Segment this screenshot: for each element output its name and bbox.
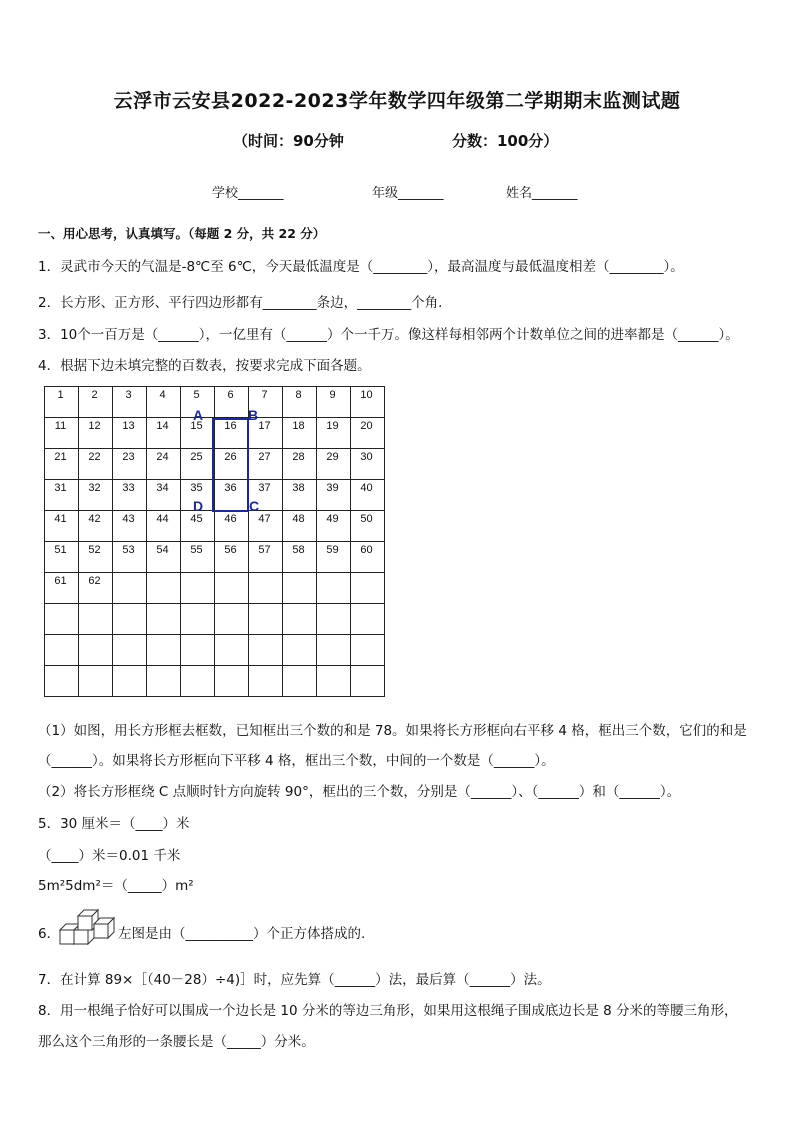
grid-cell [79,387,113,418]
grid-cell [181,511,215,542]
grid-cell [317,511,351,542]
grid-cell [79,573,113,604]
grid-cell-value: 19 [326,420,339,432]
grid-cell-value: 24 [156,451,169,463]
grid-cell [283,573,317,604]
grid-cell-value: 12 [88,420,101,432]
grid-cell [147,511,181,542]
label-c: C [249,498,260,514]
grid-cell [283,418,317,449]
grid-cell [351,511,385,542]
grid-cell [181,573,215,604]
grid-cell-value: 39 [326,482,339,494]
grid-cell-value: 62 [88,575,101,587]
grid-cell [351,449,385,480]
grid-cell-value: 5 [193,389,200,401]
grid-cell-value: 4 [159,389,166,401]
grid-row [45,604,385,635]
exam-time: （时间：90分钟 [233,132,344,150]
grid-cell [79,511,113,542]
grid-cell [283,449,317,480]
section-heading: 一、用心思考，认真填写。（每题 2 分，共 22 分） [38,226,326,241]
grid-cell-value: 28 [292,451,305,463]
grid-cell-value: 32 [88,482,101,494]
grid-cell [79,666,113,697]
grid-cell [147,635,181,666]
exam-score: 分数：100分） [452,132,559,150]
grid-cell [317,542,351,573]
grid-cell [45,418,79,449]
question-5c: 5m²5dm²＝（_____）m² [38,878,194,894]
grid-cell-value: 57 [258,544,271,556]
grid-cell [283,480,317,511]
grid-cell [79,604,113,635]
grid-cell [113,573,147,604]
grid-cell [113,635,147,666]
label-a: A [193,407,204,423]
grid-cell-value: 48 [292,513,305,525]
grid-cell-value: 58 [292,544,305,556]
grid-cell-value: 36 [224,482,237,494]
grid-cell-value: 42 [88,513,101,525]
grid-cell [79,635,113,666]
grid-cell [181,542,215,573]
grid-cell [113,604,147,635]
grid-cell-value: 49 [326,513,339,525]
grid-cell [215,635,249,666]
grid-cell [351,635,385,666]
grid-cell [249,666,283,697]
grid-cell [45,449,79,480]
grid-cell-value: 18 [292,420,305,432]
question-4-1a: （1）如图，用长方形框去框数，已知框出三个数的和是 78。如果将长方形框向右平移 4 格，框出三个数，它们的和是 [38,723,747,739]
grid-cell-value: 53 [122,544,135,556]
grid-cell [45,387,79,418]
grid-cell-value: 43 [122,513,135,525]
grid-cell [215,666,249,697]
grid-cell-value: 1 [57,389,64,401]
grid-cell [215,511,249,542]
grid-cell-value: 7 [261,389,268,401]
grid-cell-value: 17 [258,420,271,432]
grade-field: 年级_______ [372,186,444,201]
grid-cell [351,604,385,635]
grid-cell-value: 26 [224,451,237,463]
grid-cell [351,542,385,573]
grid-row [45,573,385,604]
label-d: D [193,498,204,514]
grid-cell [147,480,181,511]
grid-cell-value: 54 [156,544,169,556]
grid-cell-value: 29 [326,451,339,463]
grid-cell [351,666,385,697]
grid-cell-value: 40 [360,482,373,494]
grid-cell [215,573,249,604]
question-5b: （____）米＝0.01 千米 [38,848,181,864]
grid-cell [79,542,113,573]
grid-cell-value: 16 [224,420,237,432]
grid-cell [317,635,351,666]
grid-cell [215,604,249,635]
grid-cell-value: 13 [122,420,135,432]
grid-cell-value: 21 [54,451,67,463]
grid-cell [147,387,181,418]
grid-cell-value: 51 [54,544,67,556]
grid-cell [283,511,317,542]
grid-cell [113,418,147,449]
grid-cell-value: 22 [88,451,101,463]
grid-cell [79,449,113,480]
grid-cell [45,635,79,666]
grid-row [45,387,385,418]
grid-cell [181,666,215,697]
grid-cell [181,449,215,480]
grid-cell [249,511,283,542]
grid-cell [147,542,181,573]
grid-cell [249,635,283,666]
grid-cell [45,666,79,697]
grid-cell-value: 47 [258,513,271,525]
grid-cell [317,387,351,418]
page-title: 云浮市云安县2022-2023学年数学四年级第二学期期末监测试题 [113,90,681,112]
grid-cell [249,542,283,573]
grid-cell [147,604,181,635]
grid-cell [45,604,79,635]
grid-cell [147,666,181,697]
grid-cell [147,573,181,604]
grid-cell [351,573,385,604]
grid-cell [283,666,317,697]
grid-cell-value: 52 [88,544,101,556]
grid-cell-value: 33 [122,482,135,494]
grid-cell-value: 8 [295,389,302,401]
grid-cell [283,604,317,635]
grid-cell-value: 3 [125,389,132,401]
grid-cell [147,418,181,449]
question-8b: 那么这个三角形的一条腰长是（_____）分米。 [38,1034,315,1050]
label-b: B [248,407,259,423]
grid-cell-value: 2 [91,389,98,401]
grid-cell [317,418,351,449]
grid-row [45,511,385,542]
grid-cell [249,573,283,604]
grid-cell-value: 59 [326,544,339,556]
grid-cell-value: 15 [190,420,203,432]
grid-cell-value: 14 [156,420,169,432]
grid-cell [181,635,215,666]
grid-cell-value: 61 [54,575,67,587]
grid-cell-value: 41 [54,513,67,525]
grid-cell-value: 37 [258,482,271,494]
grid-cell [113,511,147,542]
grid-cell [113,542,147,573]
grid-cell [317,449,351,480]
grid-cell [45,511,79,542]
grid-cell [317,573,351,604]
grid-cell-value: 9 [329,389,336,401]
grid-cell [215,387,249,418]
grid-cell-value: 11 [54,420,67,432]
grid-cell-value: 30 [360,451,373,463]
question-4-2: （2）将长方形框绕 C 点顺时针方向旋转 90°，框出的三个数，分别是（______）、（______）和（______）。 [38,784,681,800]
grid-cell-value: 35 [190,482,203,494]
question-6-number: 6． [38,926,61,942]
question-7: 7．在计算 89×［（40－28）÷4)］时，应先算（______）法，最后算（______）法。 [38,972,551,988]
grid-cell [283,542,317,573]
grid-cell-value: 55 [190,544,203,556]
grid-cell [351,480,385,511]
grid-cell [79,418,113,449]
grid-cell-value: 27 [258,451,271,463]
grid-cell [249,449,283,480]
cubes-figure [58,908,120,948]
grid-cell-value: 38 [292,482,305,494]
highlight-frame [212,418,249,512]
question-6: 左图是由（__________）个正方体搭成的. [118,926,366,942]
grid-cell [317,480,351,511]
grid-cell [113,480,147,511]
grid-cell-value: 60 [360,544,373,556]
grid-row [45,542,385,573]
grid-cell-value: 44 [156,513,169,525]
grid-cell [45,480,79,511]
question-4-1b: （______）。如果将长方形框向下平移 4 格，框出三个数，中间的一个数是（______）。 [38,753,555,769]
grid-cell [283,387,317,418]
question-5a: 5．30 厘米＝（____）米 [38,816,190,832]
grid-cell [249,604,283,635]
grid-cell-value: 46 [224,513,237,525]
grid-cell-value: 50 [360,513,373,525]
grid-cell [113,449,147,480]
grid-cell-value: 45 [190,513,203,525]
grid-cell [147,449,181,480]
grid-cell [317,666,351,697]
name-field: 姓名_______ [506,186,578,201]
question-1: 1．灵武市今天的气温是-8℃至 6℃，今天最低温度是（________），最高温度与最低温度相差（________）。 [38,259,684,275]
grid-cell-value: 20 [360,420,373,432]
grid-cell-value: 25 [190,451,203,463]
question-3: 3．10个一百万是（______），一亿里有（______）个一千万。像这样每相邻两个计数单位之间的进率都是（______）。 [38,327,739,343]
grid-cell-value: 56 [224,544,237,556]
grid-cell-value: 10 [360,389,373,401]
grid-cell [113,666,147,697]
grid-cell [215,542,249,573]
question-8a: 8．用一根绳子恰好可以围成一个边长是 10 分米的等边三角形，如果用这根绳子围成底边长是 8 分米的等腰三角形， [38,1003,738,1019]
school-field: 学校_______ [212,186,284,201]
grid-row [45,635,385,666]
grid-cell [317,604,351,635]
grid-row [45,666,385,697]
grid-cell [45,542,79,573]
question-2: 2．长方形、正方形、平行四边形都有________条边，________个角． [38,295,452,311]
grid-cell [79,480,113,511]
grid-cell [181,604,215,635]
grid-cell [351,418,385,449]
grid-cell [283,635,317,666]
question-4: 4．根据下边未填完整的百数表，按要求完成下面各题。 [38,358,371,374]
grid-cell-value: 31 [54,482,67,494]
grid-cell-value: 23 [122,451,135,463]
grid-cell [113,387,147,418]
grid-cell [45,573,79,604]
grid-cell-value: 6 [227,389,234,401]
grid-cell [351,387,385,418]
grid-cell-value: 34 [156,482,169,494]
